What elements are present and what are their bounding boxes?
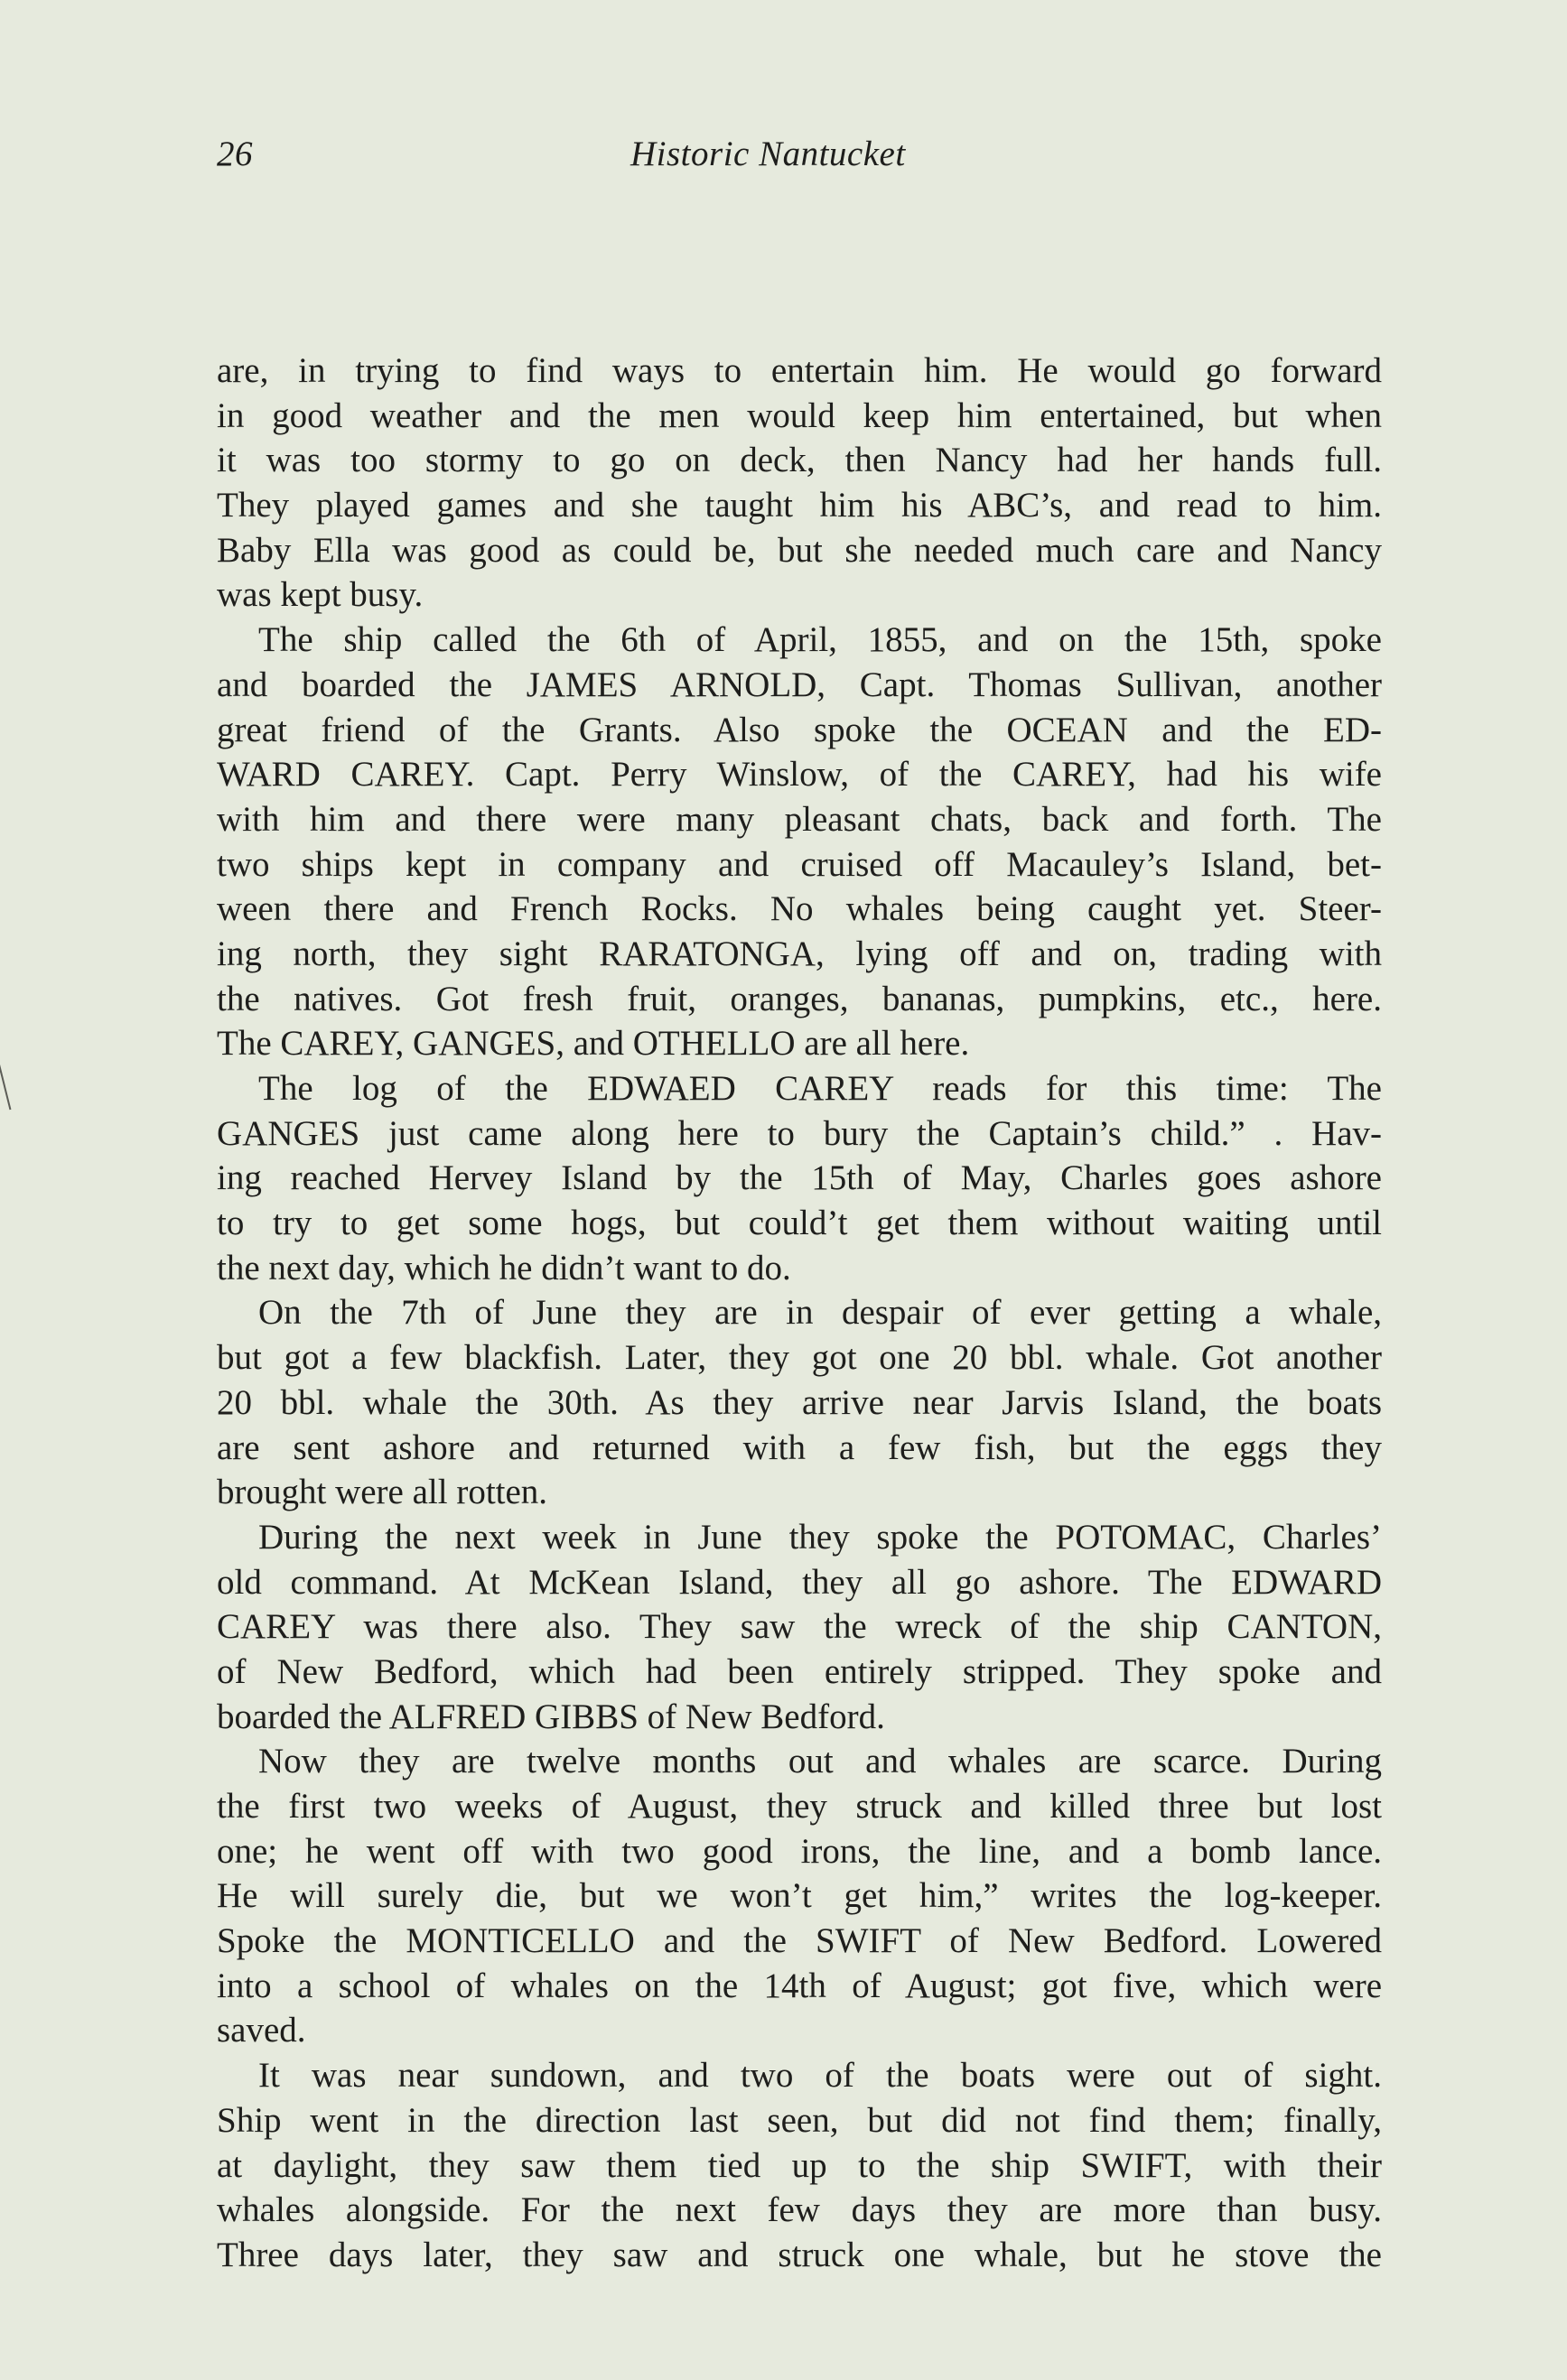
text-line: It was near sundown, and two of the boats were out of sight. [258,2056,1382,2096]
text-line: Baby Ella was good as could be, but she needed much care and Nancy [217,530,1382,570]
text-line: Now they are twelve months out and whales are scarce. During [258,1742,1382,1781]
text-line: CAREY was there also. They saw the wreck of the ship CANTON, [217,1607,1382,1647]
text-line: the natives. Got fresh fruit, oranges, bananas, pumpkins, etc., here. [217,979,1382,1018]
text-line: GANGES just came along here to bury the Captain’s child.” . Hav- [217,1113,1382,1153]
text-line: Spoke the MONTICELLO and the SWIFT of New Bedford. Lowered [217,1921,1382,1961]
text-line: was kept busy. [217,575,424,615]
body-text [217,349,1382,2278]
text-line: The CAREY, GANGES, and OTHELLO are all here. [217,1024,970,1064]
text-line: one; he went off with two good irons, the line, and a bomb lance. [217,1831,1382,1871]
text-line: the next day, which he didn’t want to do. [217,1248,791,1288]
page-number: 26 [217,135,253,173]
text-line: They played games and she taught him his ABC’s, and read to him. [217,486,1382,525]
paragraph-4 [217,1290,1382,1514]
text-line: brought were all rotten. [217,1473,548,1512]
text-line: are sent ashore and returned with a few fish, but the eggs they [217,1427,1382,1467]
text-line: to try to get some hogs, but could’t get them without waiting until [217,1204,1382,1243]
text-line: WARD CAREY. Capt. Perry Winslow, of the CAREY, had his wife [217,755,1382,795]
text-line: of New Bedford, which had been entirely stripped. They spoke and [217,1651,1382,1691]
text-line: at daylight, they saw them tied up to the ship SWIFT, with their [217,2145,1382,2185]
text-line: saved. [217,2011,306,2050]
running-title: Historic Nantucket [630,135,906,173]
text-line: with him and there were many pleasant chats, back and forth. The [217,799,1382,839]
paragraph-6 [217,1739,1382,2053]
text-line: two ships kept in company and cruised off Macauley’s Island, bet- [217,844,1382,884]
text-line: and boarded the JAMES ARNOLD, Capt. Thomas Sullivan, another [217,665,1382,704]
paragraph-1 [217,349,1382,618]
text-line: but got a few blackfish. Later, they got one 20 bbl. whale. Got another [217,1338,1382,1378]
text-line: great friend of the Grants. Also spoke the OCEAN and the ED- [217,710,1382,749]
text-line: ing reached Hervey Island by the 15th of May, Charles goes ashore [217,1158,1382,1198]
text-line: The ship called the 6th of April, 1855, and on the 15th, spoke [258,620,1382,660]
paragraph-2 [217,618,1382,1066]
text-line: The log of the EDWAED CAREY reads for this time: The [258,1069,1382,1108]
page-header [217,134,1382,179]
text-line: are, in trying to find ways to entertain him. He would go forward [217,351,1382,390]
text-line: Three days later, they saw and struck one whale, but he stove the [217,2235,1382,2274]
text-line: whales alongside. For the next few days they are more than busy. [217,2190,1382,2230]
text-line: He will surely die, but we won’t get him,” writes the log-keeper. [217,1876,1382,1916]
text-line: Ship went in the direction last seen, but did not find them; finally, [217,2100,1382,2140]
text-line: boarded the ALFRED GIBBS of New Bedford. [217,1697,885,1736]
margin-mark [0,1048,11,1110]
text-line: 20 bbl. whale the 30th. As they arrive near Jarvis Island, the boats [217,1382,1382,1422]
paragraph-7 [217,2053,1382,2277]
text-line: ween there and French Rocks. No whales being caught yet. Steer- [217,889,1382,929]
text-line: into a school of whales on the 14th of August; got five, which were [217,1966,1382,2005]
paragraph-5 [217,1515,1382,1739]
paragraph-3 [217,1066,1382,1290]
text-line: old command. At McKean Island, they all go ashore. The EDWARD [217,1562,1382,1602]
text-line: in good weather and the men would keep him entertained, but when [217,395,1382,435]
text-line: During the next week in June they spoke the POTOMAC, Charles’ [258,1517,1382,1557]
text-line: the first two weeks of August, they struck and killed three but lost [217,1787,1382,1826]
text-line: ing north, they sight RARATONGA, lying off and on, trading with [217,934,1382,973]
text-line: it was too stormy to go on deck, then Nancy had her hands full. [217,441,1382,480]
text-line: On the 7th of June they are in despair of ever getting a whale, [258,1293,1382,1333]
